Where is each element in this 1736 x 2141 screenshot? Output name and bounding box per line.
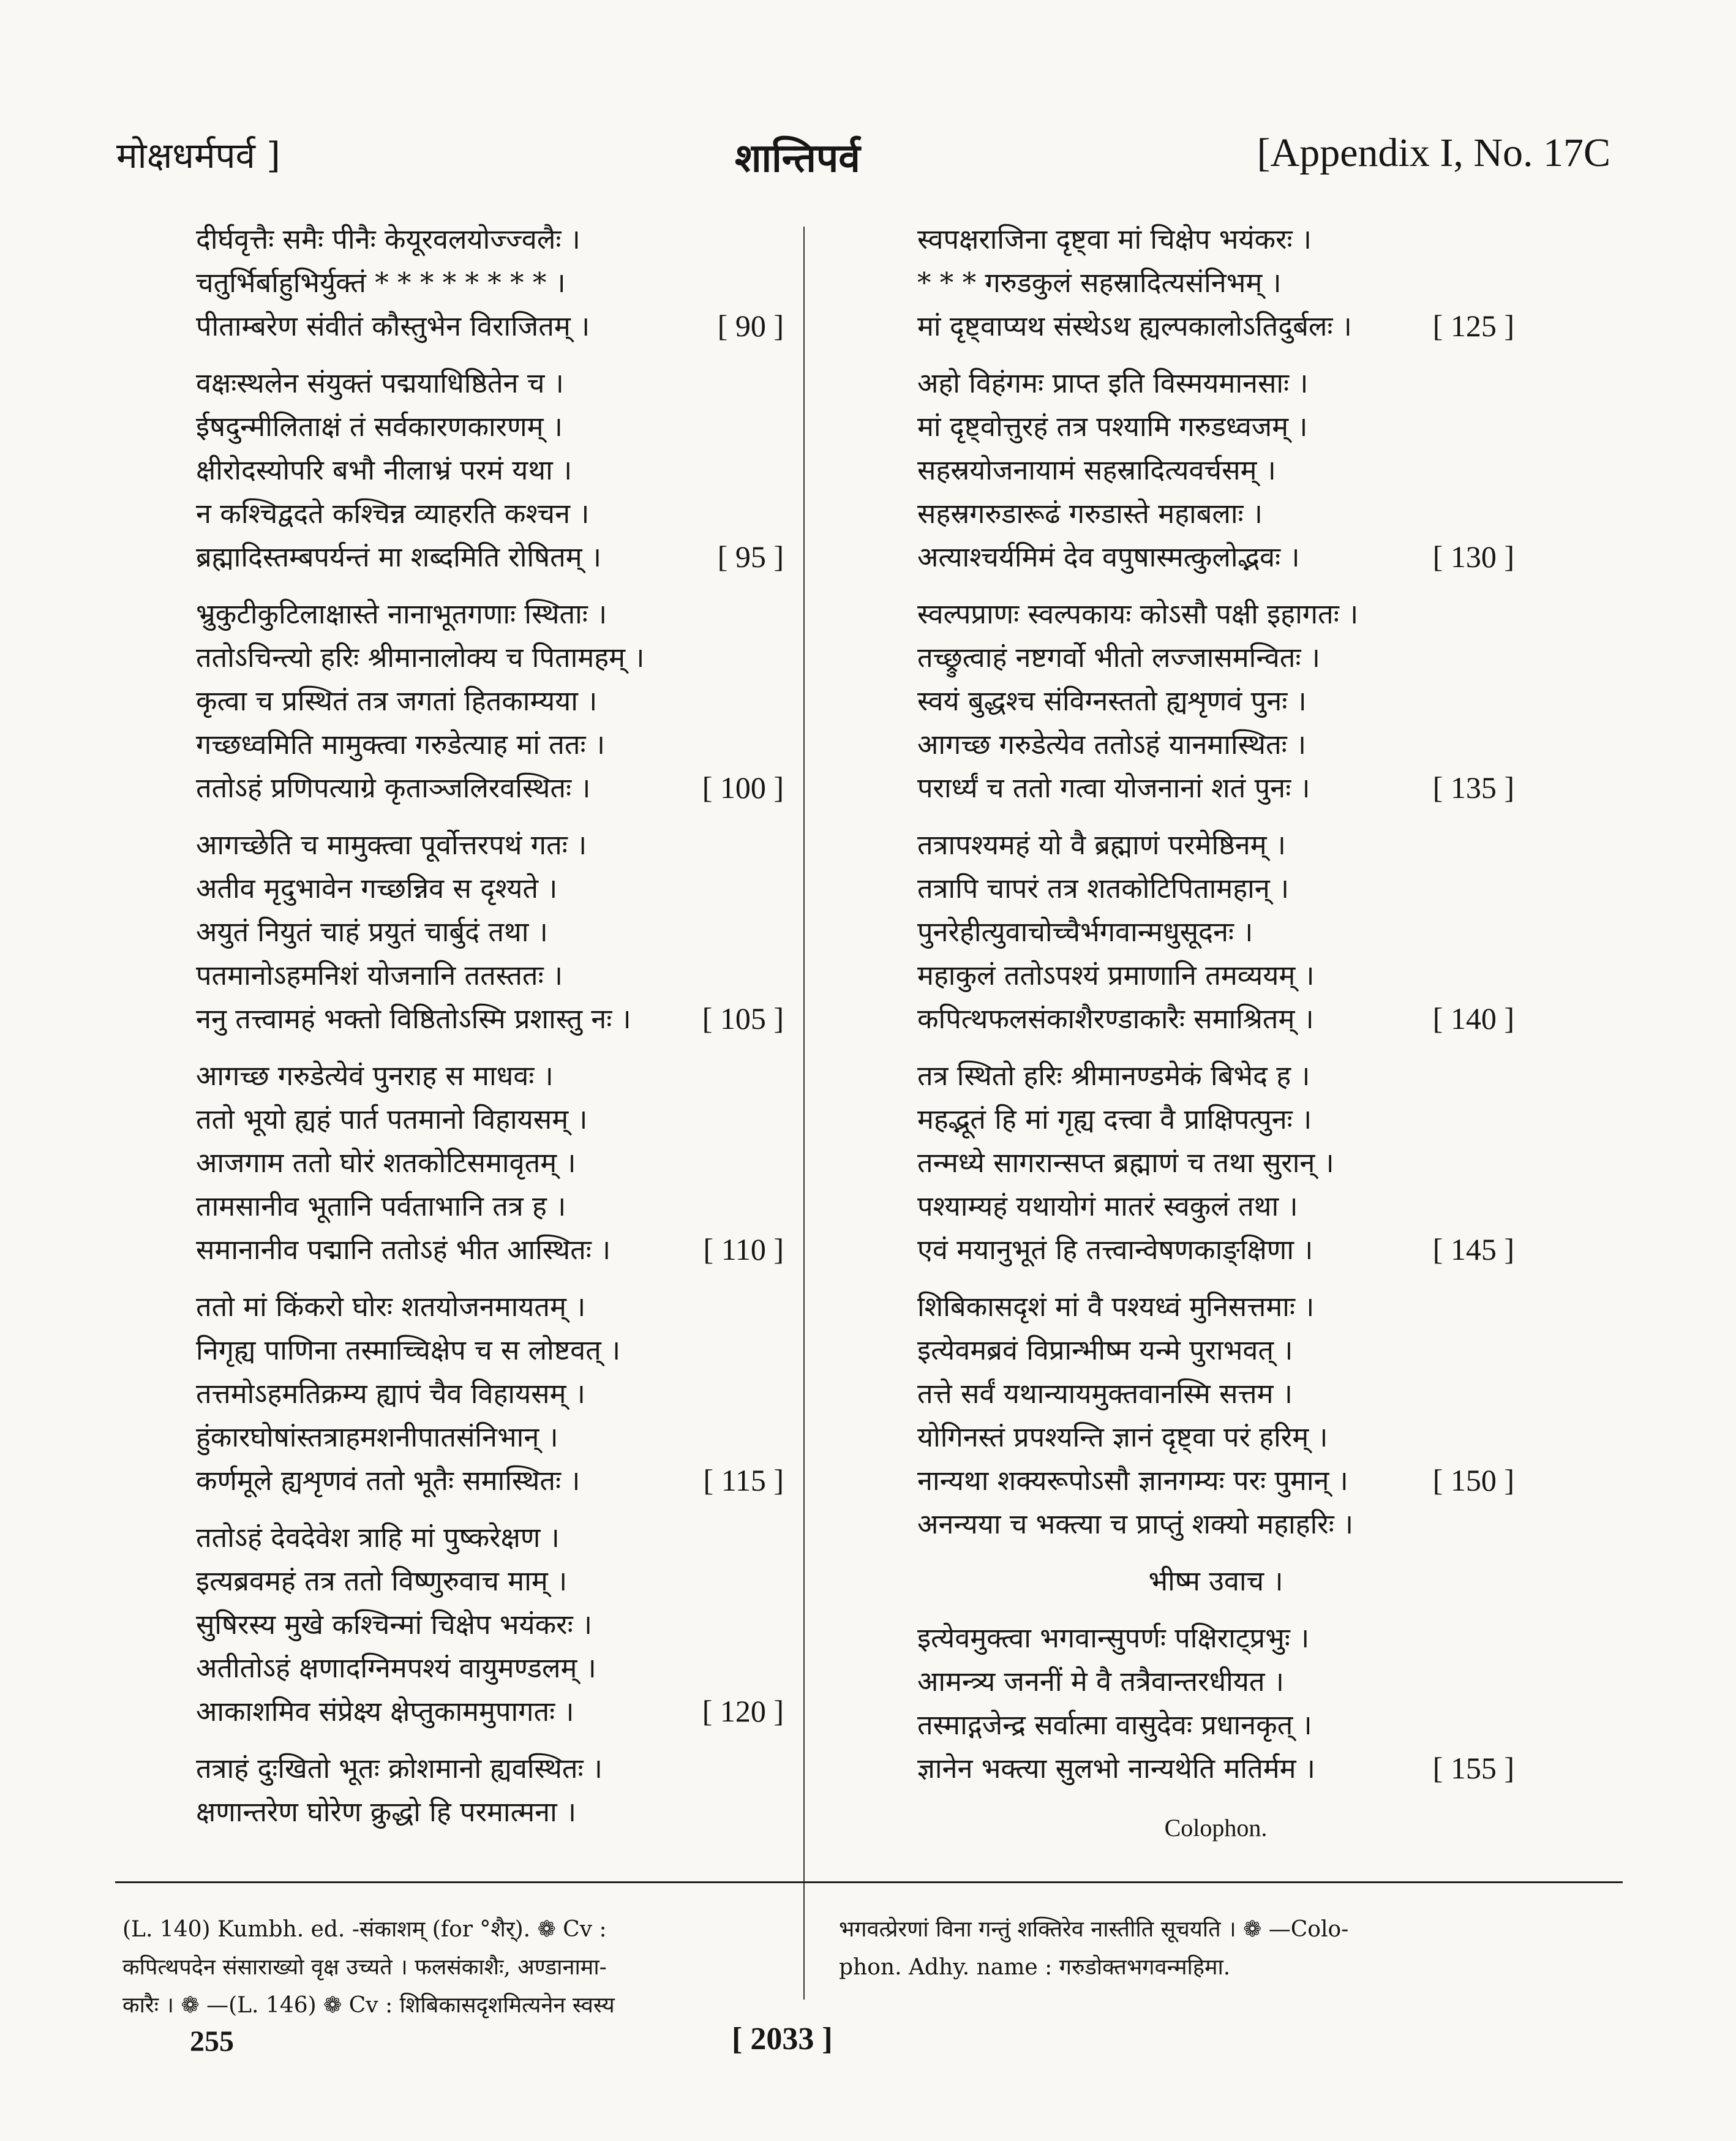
verse-text: चतुर्भिर्बाहुभिर्युक्तं * * * * * * * * । (196, 266, 566, 299)
verse-text: पश्याम्यहं यथायोगं मातरं स्वकुलं तथा । (917, 1190, 1298, 1222)
verse-line (196, 1285, 784, 1328)
footnote-line: phon. Adhy. name : गरुडोक्तभगवन्महिमा. (839, 1955, 1231, 1980)
verse-text: तच्छ्रुत्वाहं नष्टगर्वो भीतो लज्जासमन्वितः । (917, 641, 1320, 674)
verse-text: ततोऽचिन्त्यो हरिः श्रीमानालोक्य च पितामहम् । (196, 641, 645, 674)
verse-text: अयुतं नियुतं चाहं प्रयुतं चार्बुदं तथा । (196, 916, 548, 948)
running-head-parvan: शान्तिपर्व (735, 135, 860, 181)
verse-line (196, 1141, 784, 1184)
verse-text: भ्रुकुटीकुटिलाक्षास्ते नानाभूतगणाः स्थिताः । (196, 598, 607, 630)
verse-text: पुनरेहीत्युवाचोच्चैर्भगवान्मधुसूदनः । (917, 916, 1253, 948)
footnote-left (122, 1911, 787, 2025)
verse-line (917, 1747, 1514, 1790)
verse-line (196, 217, 784, 261)
verse-text: तत्ते सर्वं यथान्यायमुक्तवानस्मि सत्तम । (917, 1377, 1293, 1410)
verse-line (196, 997, 784, 1040)
footnote-line: (L. 140) Kumbh. ed. -संकाशम् (for °शैर्). ❁ Cv : (122, 1917, 607, 1942)
verse-text: सहस्रयोजनायामं सहस्रादित्यवर्चसम् । (917, 454, 1276, 486)
verse-text: ततोऽहं देवदेवेश त्राहि मां पुष्करेक्षण । (196, 1521, 560, 1554)
verse-text: गच्छध्वमिति मामुक्त्वा गरुडेत्याह मां ततः । (196, 728, 605, 761)
verse-text: ततोऽहं प्रणिपत्याग्रे कृताञ्जलिरवस्थितः । (196, 772, 591, 804)
verse-line (196, 636, 784, 679)
verse-text: तस्माद्गजेन्द्र सर्वात्मा वासुदेवः प्रधानकृत् । (917, 1709, 1312, 1741)
page-number: 255 (190, 2025, 234, 2058)
verse-text: हुंकारघोषांस्तत्राहमशनीपातसंनिभान् । (196, 1421, 558, 1453)
verse-text: कपित्थफलसंकाशैरण्डाकारैः समाश्रितम् । (917, 1003, 1314, 1035)
verse-text: परार्ध्यं च ततो गत्वा योजनानां शतं पुनः । (917, 772, 1310, 804)
verse-line (196, 1184, 784, 1228)
footnote-rule (115, 1881, 1623, 1883)
verse-number: [ 90 ] (717, 309, 784, 343)
verse-line (196, 1328, 784, 1372)
verse-text: न कश्चिद्वदते कश्चिन्न व्याहरति कश्चन । (196, 497, 590, 530)
verse-text: स्वयं बुद्धश्च संविग्नस्ततो ह्यशृणवं पुनः । (917, 685, 1307, 717)
verse-line (917, 636, 1514, 679)
verse-text: मां दृष्ट्वाप्यथ संस्थेऽथ ह्यल्पकालोऽतिदुर्बलः । (917, 310, 1352, 342)
verse-text: आमन्त्र्य जननीं मे वै तत्रैवान्तरधीयत । (917, 1665, 1284, 1698)
verse-line (917, 217, 1514, 261)
verse-line (196, 448, 784, 492)
verse-text: * * * गरुडकुलं सहस्रादित्यसंनिभम् । (917, 266, 1282, 299)
verse-text: तत्र स्थितो हरिः श्रीमानण्डमेकं बिभेद ह । (917, 1059, 1310, 1092)
verse-text: क्षीरोदस्योपरि बभौ नीलाभ्रं परमं यथा । (196, 454, 573, 486)
verse-text: अत्याश्चर्यमिमं देव वपुषास्मत्कुलोद्भवः । (917, 541, 1300, 573)
verse-line (917, 1415, 1514, 1459)
footnote-right (839, 1911, 1500, 1987)
verse-text: महद्भूतं हि मां गृह्य दत्त्वा वै प्राक्षिपत्पुनः । (917, 1103, 1312, 1135)
verse-text: आकाशमिव संप्रेक्ष्य क्षेप्तुकाममुपागतः । (196, 1695, 574, 1728)
verse-group (917, 823, 1514, 1040)
verse-text: ततो भूयो ह्यहं पार्त पतमानो विहायसम् । (196, 1103, 588, 1135)
verse-text: इत्येवमब्रवं विप्रान्भीष्म यन्मे पुराभवत् । (917, 1334, 1293, 1366)
verse-number: [ 105 ] (702, 1001, 784, 1036)
verse-line (196, 361, 784, 405)
verse-line (196, 1603, 784, 1646)
verse-group (917, 592, 1514, 810)
verse-number: [ 110 ] (703, 1232, 784, 1266)
verse-line (196, 261, 784, 304)
verse-group (917, 217, 1514, 348)
verse-text: समानानीव पद्मानि ततोऽहं भीत आस्थितः । (196, 1233, 611, 1266)
verse-group (196, 592, 784, 810)
verse-line (196, 1747, 784, 1790)
verse-line (196, 1054, 784, 1097)
footnote-divider (803, 1892, 805, 2000)
verse-text: मां दृष्ट्वोत्तुरहं तत्र पश्यामि गरुडध्वजम् । (917, 410, 1308, 443)
verse-group (196, 823, 784, 1040)
verse-line (917, 723, 1514, 766)
verse-line (917, 867, 1514, 910)
verse-number: [ 95 ] (717, 540, 784, 574)
verse-group (196, 1054, 784, 1271)
verse-number: [ 150 ] (1432, 1463, 1514, 1497)
verse-group (196, 1747, 784, 1834)
verse-line (917, 1184, 1514, 1228)
verse-line (196, 867, 784, 910)
verse-line (196, 723, 784, 766)
verse-text: दीर्घवृत्तैः समैः पीनैः केयूरवलयोज्ज्वलैः । (196, 223, 581, 255)
footnote-line: कपित्थपदेन संसाराख्यो वृक्ष उच्यते । फलसंकाशैः, अण्डानामा- (122, 1955, 607, 1980)
verse-line (196, 954, 784, 997)
verse-text: इत्येवमुक्त्वा भगवान्सुपर्णः पक्षिराट्प्रभुः । (917, 1622, 1310, 1654)
verse-group (196, 1516, 784, 1733)
verse-text: योगिनस्तं प्रपश्यन्ति ज्ञानं दृष्ट्वा परं हरिम् । (917, 1421, 1328, 1453)
verse-text: स्वपक्षराजिना दृष्ट्वा मां चिक्षेप भयंकरः । (917, 223, 1312, 255)
verse-line (917, 304, 1514, 348)
verse-line (196, 405, 784, 448)
verse-line (917, 448, 1514, 492)
verse-text: महाकुलं ततोऽपश्यं प्रमाणानि तमव्ययम् । (917, 959, 1315, 991)
footnote-line: भगवत्प्रेरणां विना गन्तुं शक्तिरेव नास्तीति सूचयति । ❁ —Colo- (839, 1917, 1349, 1942)
verse-text: तत्रापश्यमहं यो वै ब्रह्माणं परमेष्ठिनम् । (917, 829, 1286, 861)
verse-text: कर्णमूले ह्यशृणवं ततो भूतैः समास्थितः । (196, 1464, 581, 1497)
verse-line (917, 997, 1514, 1040)
verse-line (196, 910, 784, 954)
verse-line (196, 1516, 784, 1559)
verse-text: ब्रह्मादिस्तम्बपर्यन्तं मा शब्दमिति रोषितम् । (196, 541, 602, 573)
right-verse-column (917, 217, 1514, 1853)
verse-number: [ 135 ] (1432, 770, 1514, 805)
verse-line (917, 954, 1514, 997)
verse-number: [ 130 ] (1432, 540, 1514, 574)
verse-line (917, 1328, 1514, 1372)
verse-text: कृत्वा च प्रस्थितं तत्र जगतां हितकाम्यया । (196, 685, 598, 717)
verse-line (196, 304, 784, 348)
verse-line (917, 1616, 1514, 1660)
verse-number: [ 145 ] (1432, 1232, 1514, 1266)
verse-number: [ 125 ] (1432, 309, 1514, 343)
verse-group (196, 217, 784, 348)
verse-text: नान्यथा शक्यरूपोऽसौ ज्ञानगम्यः परः पुमान् । (917, 1464, 1348, 1497)
verse-line (196, 1559, 784, 1603)
verse-text: ननु तत्त्वामहं भक्तो विष्ठितोऽस्मि प्रशास्तु नः । (196, 1003, 631, 1035)
verse-text: सहस्रगरुडारूढं गरुडास्ते महाबलाः । (917, 497, 1263, 530)
verse-text: ज्ञानेन भक्त्या सुलभो नान्यथेति मतिर्मम । (917, 1752, 1315, 1785)
sheet-number: [ 2033 ] (732, 2022, 833, 2056)
verse-group (917, 1616, 1514, 1790)
verse-text: आगच्छ गरुडेत्येव ततोऽहं यानमास्थितः । (917, 728, 1307, 761)
verse-line (917, 492, 1514, 535)
verse-line (917, 1054, 1514, 1097)
verse-line (196, 592, 784, 636)
verse-line (917, 1141, 1514, 1184)
verse-text: अतीतोऽहं क्षणादग्निमपश्यं वायुमण्डलम् । (196, 1652, 596, 1684)
verse-text: तत्रापि चापरं तत्र शतकोटिपितामहान् । (917, 872, 1290, 905)
verse-line (917, 261, 1514, 304)
verse-line (196, 1459, 784, 1502)
verse-line (917, 535, 1514, 579)
column-divider (803, 227, 805, 1892)
verse-line (917, 910, 1514, 954)
colophon-label: Colophon. (1164, 1814, 1268, 1842)
speaker-heading: भीष्म उवाच । (1148, 1565, 1283, 1597)
verse-group (917, 1054, 1514, 1271)
verse-line (917, 679, 1514, 723)
verse-text: शिबिकासदृशं मां वै पश्यध्वं मुनिसत्तमाः । (917, 1290, 1315, 1323)
verse-text: निगृह्य पाणिना तस्माच्चिक्षेप च स लोष्टवत् । (196, 1334, 621, 1366)
verse-line (196, 823, 784, 867)
verse-line (196, 1790, 784, 1834)
verse-line (917, 1459, 1514, 1502)
verse-text: अहो विहंगमः प्राप्त इति विस्मयमानसाः । (917, 367, 1309, 399)
verse-text: अनन्यया च भक्त्या च प्राप्तुं शक्यो महाहरिः । (917, 1508, 1354, 1540)
verse-text: वक्षःस्थलेन संयुक्तं पद्मयाधिष्ठितेन च । (196, 367, 564, 399)
verse-line (917, 1228, 1514, 1271)
verse-line (196, 766, 784, 810)
verse-text: आजगाम ततो घोरं शतकोटिसमावृतम् । (196, 1146, 576, 1179)
verse-text: ईषदुन्मीलिताक्षं तं सर्वकारणकारणम् । (196, 410, 563, 443)
verse-text: तत्तमोऽहमतिक्रम्य ह्यापं चैव विहायसम् । (196, 1377, 585, 1410)
verse-line (917, 1372, 1514, 1415)
verse-line (917, 1703, 1514, 1747)
verse-line (196, 1690, 784, 1733)
verse-line (917, 361, 1514, 405)
verse-text: आगच्छेति च मामुक्त्वा पूर्वोत्तरपथं गतः । (196, 829, 587, 861)
verse-group (917, 361, 1514, 579)
verse-line (917, 1285, 1514, 1328)
verse-text: एवं मयानुभूतं हि तत्त्वान्वेषणकाङ्क्षिणा । (917, 1233, 1313, 1266)
verse-text: तन्मध्ये सागरान्सप्त ब्रह्माणं च तथा सुरान् । (917, 1146, 1334, 1179)
verse-text: ततो मां किंकरो घोरः शतयोजनमायतम् । (196, 1290, 586, 1323)
verse-line (196, 1097, 784, 1141)
verse-line (196, 1372, 784, 1415)
verse-number: [ 155 ] (1432, 1751, 1514, 1785)
verse-line (196, 1646, 784, 1690)
verse-line (196, 492, 784, 535)
verse-group (196, 1285, 784, 1502)
verse-text: स्वल्पप्राणः स्वल्पकायः कोऽसौ पक्षी इहागतः । (917, 598, 1359, 630)
verse-text: आगच्छ गरुडेत्येवं पुनराह स माधवः । (196, 1059, 554, 1092)
verse-number: [ 140 ] (1432, 1001, 1514, 1036)
verse-line (196, 535, 784, 579)
verse-number: [ 120 ] (702, 1694, 784, 1728)
verse-text: सुषिरस्य मुखे कश्चिन्मां चिक्षेप भयंकरः । (196, 1608, 593, 1641)
verse-number: [ 115 ] (703, 1463, 784, 1497)
verse-text: क्षणान्तरेण घोरेण क्रुद्धो हि परमात्मना । (196, 1796, 577, 1828)
verse-line (196, 1228, 784, 1271)
verse-text: इत्यब्रवमहं तत्र ततो विष्णुरुवाच माम् । (196, 1565, 568, 1597)
running-head-appendix: [Appendix I, No. 17C (1257, 130, 1610, 175)
left-verse-column (196, 217, 784, 1847)
verse-text: तामसानीव भूतानि पर्वताभानि तत्र ह । (196, 1190, 566, 1222)
verse-text: पतमानोऽहमनिशं योजनानि ततस्ततः । (196, 959, 563, 991)
verse-line (917, 592, 1514, 636)
verse-text: पीताम्बरेण संवीतं कौस्तुभेन विराजितम् । (196, 310, 590, 342)
verse-line (917, 1502, 1514, 1546)
verse-line (917, 1097, 1514, 1141)
verse-line (196, 1415, 784, 1459)
verse-line (917, 405, 1514, 448)
running-head-section: मोक्षधर्मपर्व ] (116, 135, 280, 176)
verse-number: [ 100 ] (702, 770, 784, 805)
verse-line (917, 1660, 1514, 1703)
footnote-line: कारैः । ❁ —(L. 146) ❁ Cv : शिबिकासदृशमित्यनेन स्वस्य (122, 1993, 615, 2018)
verse-line (196, 679, 784, 723)
verse-line (917, 823, 1514, 867)
verse-group (917, 1285, 1514, 1546)
verse-group (196, 361, 784, 579)
verse-text: अतीव मृदुभावेन गच्छन्निव स दृश्यते । (196, 872, 558, 905)
verse-text: तत्राहं दुःखितो भूतः क्रोशमानो ह्यवस्थितः । (196, 1752, 603, 1785)
verse-line (917, 766, 1514, 810)
